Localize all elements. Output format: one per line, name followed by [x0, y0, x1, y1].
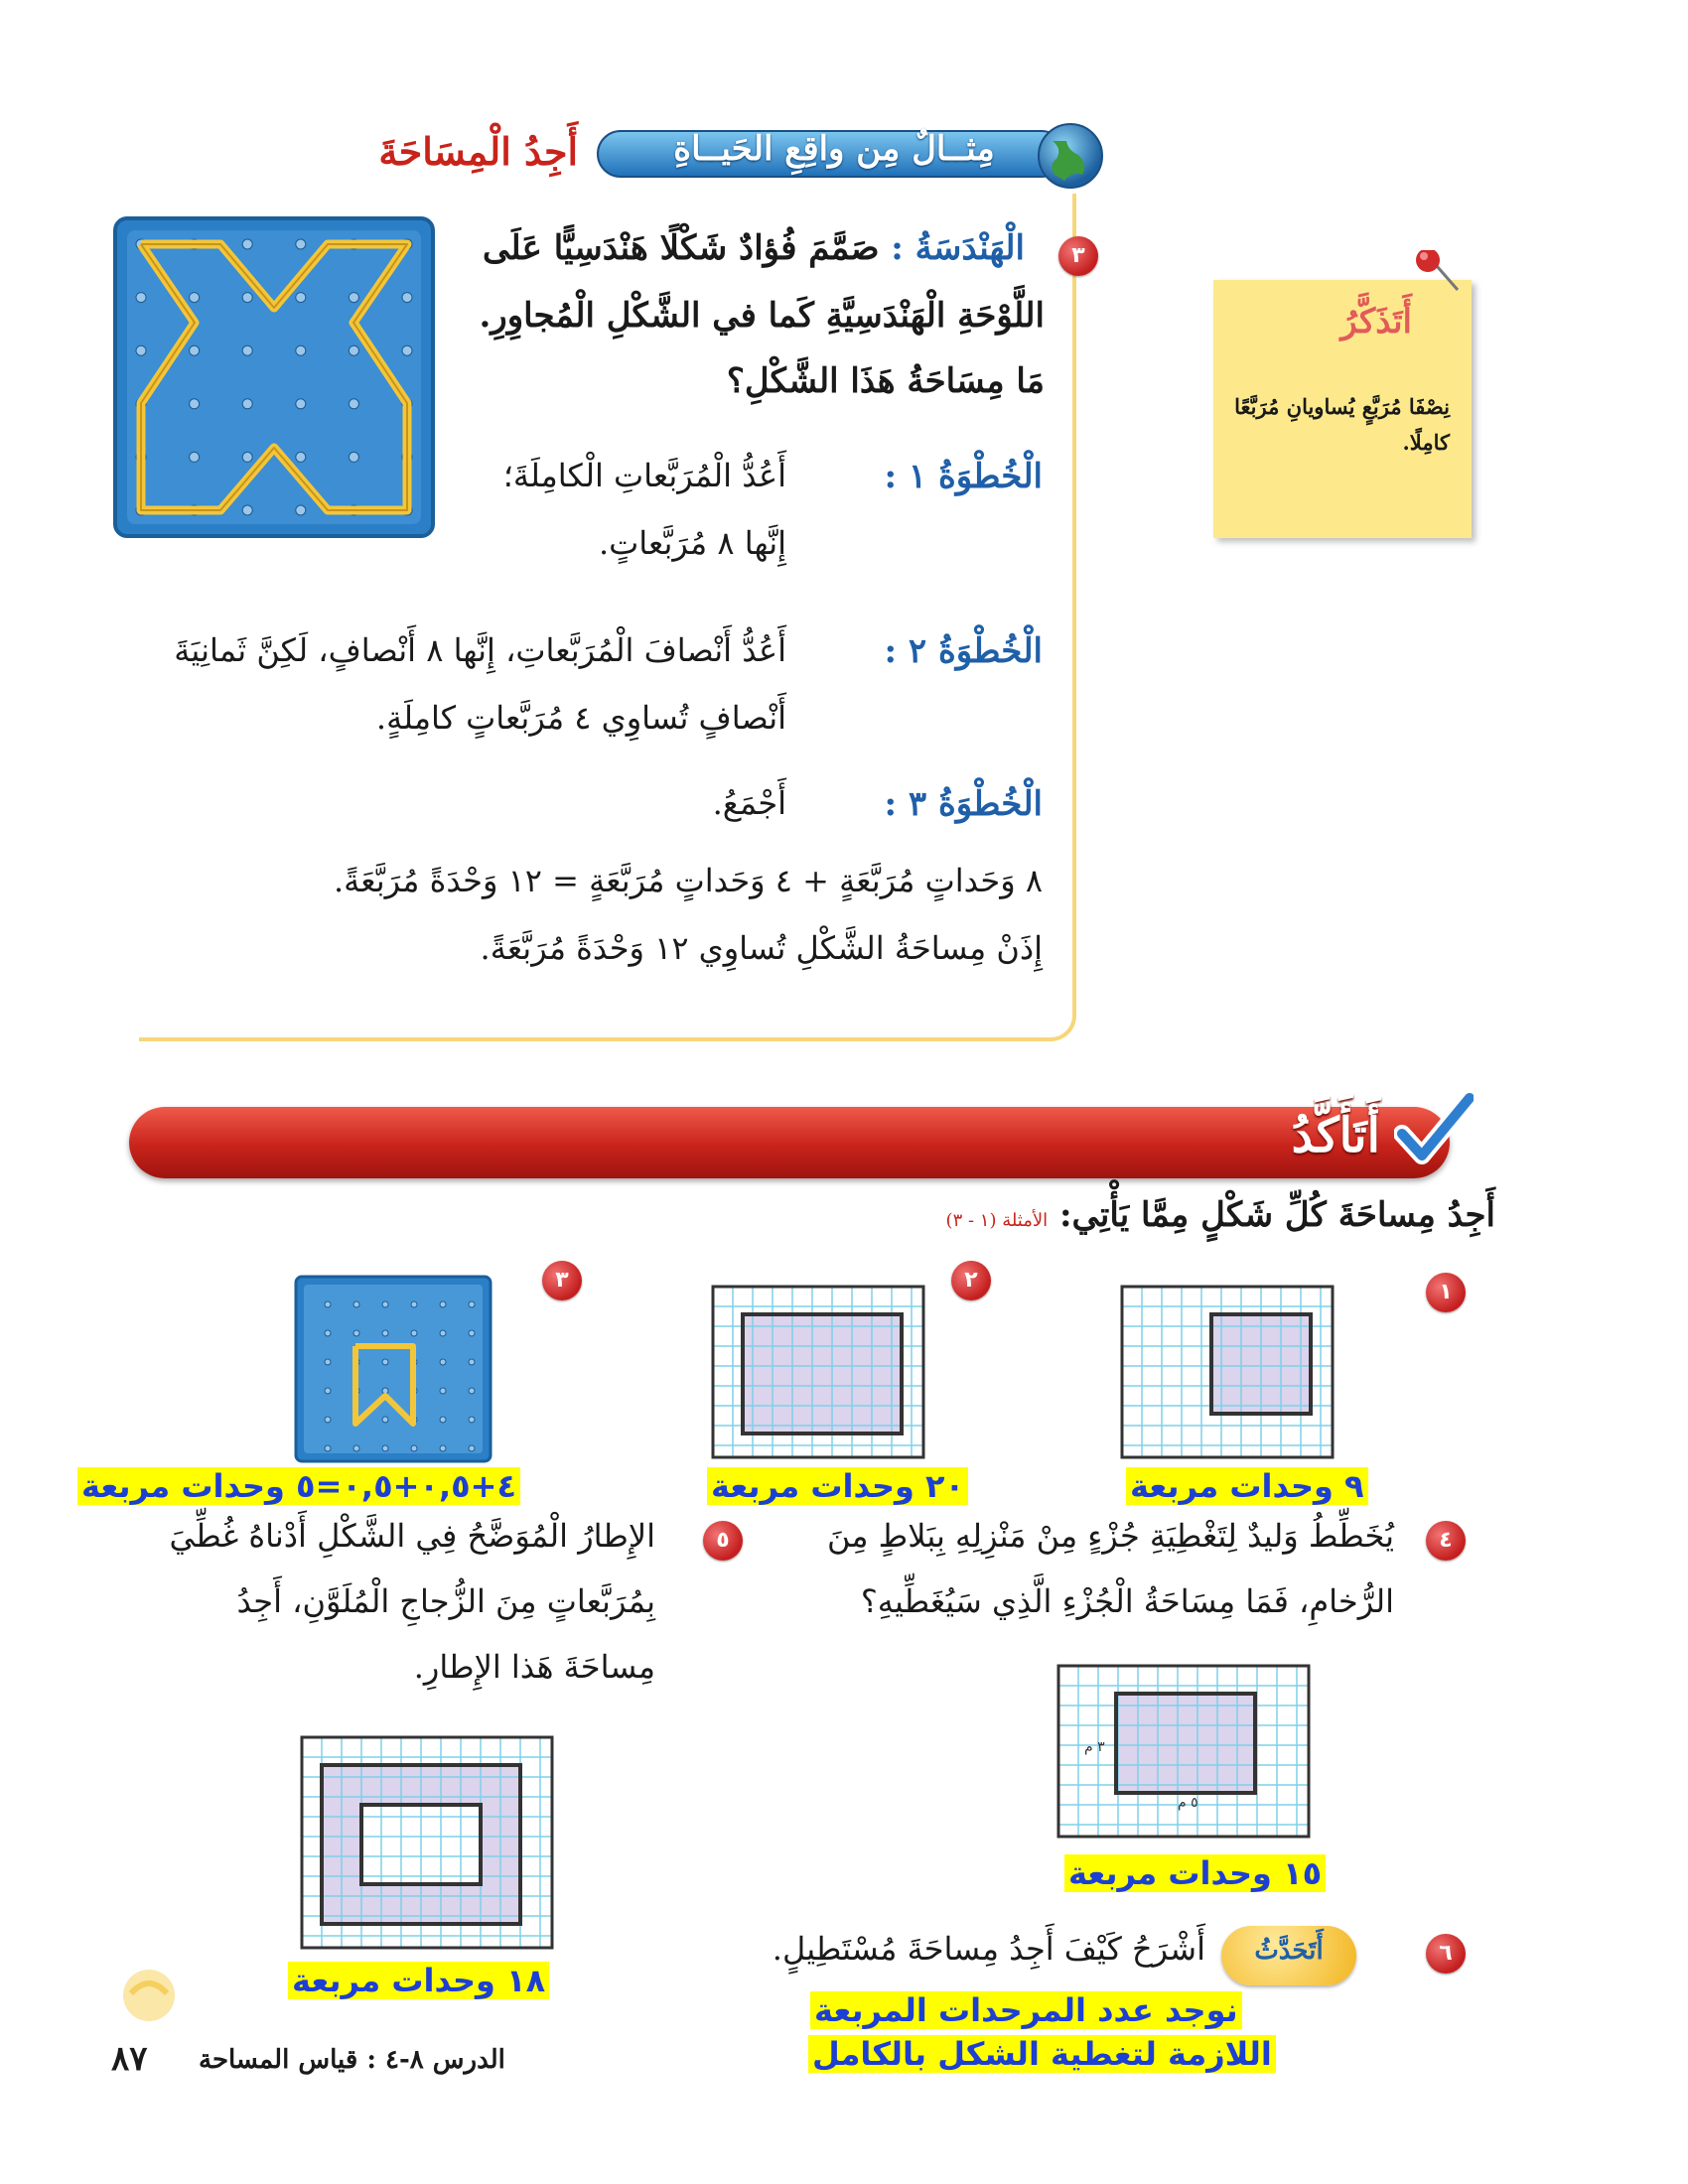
geoboard-figure: [111, 214, 439, 542]
step2-text2: أَنْصافٍ تُساوِي ٤ مُرَبَّعاتٍ كامِلَةٍ.: [375, 699, 786, 737]
instruction-text: أَجِدُ مِساحَةَ كُلِّ شَكْلٍ مِمَّا يَأْتِي:: [1059, 1195, 1495, 1235]
exercise5-answer: ١٨ وحدات مربعة: [288, 1962, 549, 1999]
pushpin-icon: [1412, 250, 1481, 310]
conclusion-line: إِذَنْ مِساحَةُ الشَّكْلِ تُساوِي ١٢ وَحْدَةً مُرَبَّعَةً.: [480, 929, 1043, 967]
exercise5-line3: مِساحَةَ هَذا الإِطارِ.: [413, 1648, 655, 1686]
exercise3-badge: ٣: [542, 1261, 582, 1300]
exercise6-text: أَشْرَحُ كَيْفَ أَجِدُ مِساحَةَ مُسْتَطِيلٍ.: [772, 1930, 1205, 1968]
step1-text1: أَعُدُّ الْمُرَبَّعاتِ الْكامِلَةَ؛: [502, 457, 786, 494]
example-number-badge: ٣: [1058, 236, 1098, 276]
example-line1: [483, 228, 1025, 268]
talk-label: أَتَحَدَّثُ: [1254, 1936, 1324, 1966]
exercise1-grid: [1120, 1285, 1335, 1459]
exercise5-line1: الإِطارُ الْمُوَضَّحُ فِي الشَّكْلِ أَدْناهُ غُطِّيَ: [169, 1517, 655, 1555]
banner-text: مِثــالٌ مِن واقِعِ الحَيــاةِ: [673, 129, 995, 169]
instruction-ref: الأمثلة (١ - ٣): [945, 1210, 1049, 1231]
exercise6-answer-line2: اللازمة لتغطية الشكل بالكامل: [808, 2035, 1276, 2073]
exercise4-dim-width: ٥ م: [1178, 1795, 1198, 1811]
exercise5-line2: بِمُرَبَّعاتٍ مِنَ الزُّجاجِ الْمُلَوَّنِ، أَجِدُ: [236, 1582, 655, 1620]
step1-text2: إِنَّها ٨ مُرَبَّعاتٍ.: [598, 524, 786, 562]
check-section-bar: [129, 1107, 1450, 1178]
reminder-title: أَتَذَكَّرُ: [1340, 302, 1412, 341]
reminder-text: نِصْفَا مُرَبَّعٍ يُساويانِ مُرَبَّعًا كامِلًا.: [1234, 394, 1450, 455]
step2-label: الْخُطْوَةُ ٢ :: [884, 631, 1043, 671]
section-title: أَجِدُ الْمِسَاحَةَ: [378, 129, 578, 174]
check-instruction: [946, 1195, 1495, 1235]
logo-watermark: [117, 1936, 181, 2025]
exercise4-badge: ٤: [1426, 1521, 1466, 1561]
example-line2: اللَّوْحَةِ الْهَنْدَسِيَّةِ كَما في الشَّكْلِ الْمُجاوِرِ.: [479, 296, 1045, 336]
step3-text1: أَجْمَعُ.: [712, 784, 786, 822]
exercise4-dim-height: ٣ م: [1084, 1739, 1105, 1755]
example-line1-text: صَمَّمَ فُؤادٌ شَكْلًا هَنْدَسِيًّا عَلَى: [482, 228, 880, 268]
example-question: مَا مِسَاحَةُ هَذَا الشَّكْلِ؟: [726, 361, 1045, 401]
exercise3-answer: ٤+٠,٥+٠,٥=٥ وحدات مربعة: [77, 1467, 520, 1505]
sum-line: ٨ وَحَداتٍ مُرَبَّعَةٍ + ٤ وَحَداتٍ مُرَبَّعَةٍ = ١٢ وَحْدَةً مُرَبَّعَةً.: [333, 862, 1043, 899]
exercise1-badge: ١: [1426, 1273, 1466, 1312]
exercise2-badge: ٢: [951, 1261, 991, 1300]
page-number: ٨٧: [111, 2039, 148, 2079]
footer-lesson: الدرس ٨-٤ : قياس المساحة: [199, 2045, 505, 2075]
exercise3-geoboard: [294, 1275, 492, 1463]
example-topic: الْهَنْدَسَةُ :: [891, 228, 1025, 268]
exercise4-answer: ١٥ وحدات مربعة: [1064, 1854, 1326, 1892]
exercise1-answer: ٩ وحدات مربعة: [1126, 1467, 1368, 1505]
reminder-note: [1213, 280, 1472, 538]
exercise4-line2: الرُّخامِ، فَمَا مِسَاحَةُ الْجُزْءِ الَّذِي سَيُغَطِّيهِ؟: [860, 1582, 1394, 1620]
exercise6-badge: ٦: [1426, 1934, 1466, 1974]
checkmark-icon: [1394, 1090, 1474, 1169]
exercise4-line1: يُخَطِّطُ وَليدٌ لِتَغْطِيَةِ جُزْءٍ مِنْ مَنْزِلِهِ بِبَلاطٍ مِنَ: [826, 1517, 1394, 1555]
exercise6-answer-line1: نوجد عدد المرحدات المربعة: [810, 1991, 1242, 2029]
exercise2-answer: ٢٠ وحدات مربعة: [707, 1467, 968, 1505]
exercise5-badge: ٥: [703, 1521, 743, 1561]
check-title: أَتَأَكَّدُ: [1291, 1108, 1380, 1163]
step2-text1: أَعُدُّ أَنْصافَ الْمُرَبَّعاتِ، إِنَّها ٨ أَنْصافٍ، لَكِنَّ ثَمانِيَةَ: [174, 631, 786, 669]
exercise5-grid: [300, 1735, 554, 1950]
step3-label: الْخُطْوَةُ ٣ :: [884, 784, 1043, 824]
step1-label: الْخُطْوَةُ ١ :: [884, 457, 1043, 496]
exercise2-grid: [711, 1285, 925, 1459]
